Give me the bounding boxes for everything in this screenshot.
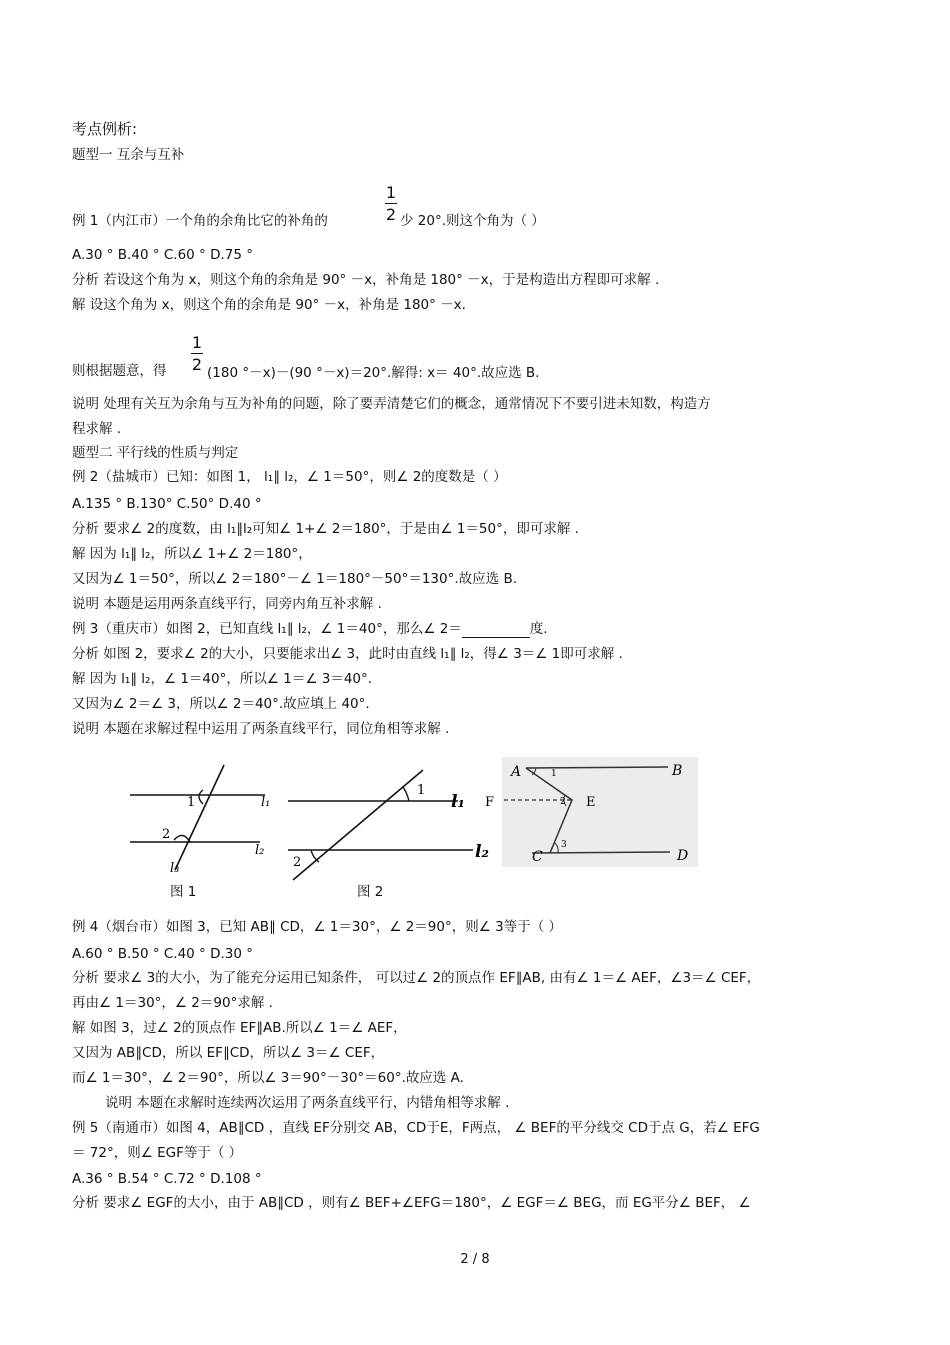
- fig3-angle1: 1: [551, 769, 557, 779]
- ex2-solution: 解 因为 l₁∥ l₂，所以∠ 1+∠ 2＝180°，: [72, 546, 312, 562]
- ex1-eq-rest: (180 °－x)－(90 °－x)＝20°.解得: x＝ 40°.故应选 B.: [207, 365, 540, 381]
- ex3-step: 又因为∠ 2＝∠ 3，所以∠ 2＝40°.故应填上 40°.: [72, 696, 370, 712]
- ex2-step: 又因为∠ 1＝50°，所以∠ 2＝180°－∠ 1＝180°－50°＝130°.故应选 B.: [72, 571, 517, 587]
- ex4-note: 说明 本题在求解时连续两次运用了两条直线平行，内错角相等求解 .: [105, 1095, 510, 1111]
- type1-heading: 题型一 互余与互补: [72, 147, 185, 163]
- fig3-angle2: 2: [560, 797, 566, 807]
- ex1-frac-num: 1: [385, 183, 397, 202]
- ex5-stem2: ＝ 72°，则∠ EGF等于（ ）: [72, 1145, 243, 1161]
- ex4-analysis1: 分析 要求∠ 3的大小，为了能充分运用已知条件， 可以过∠ 2的顶点作 EF∥AB, 由有∠ 1＝∠ AEF，∠3＝∠ CEF，: [72, 970, 761, 986]
- ex3-stem-b: 度.: [529, 621, 548, 637]
- ex2-note: 说明 本题是运用两条直线平行，同旁内角互补求解 .: [72, 596, 382, 612]
- fig3-point-b: B: [672, 763, 683, 779]
- ex1-frac-bar: [385, 203, 397, 204]
- fig2-angle1: 1: [417, 783, 426, 798]
- fig2-l2: l₂: [475, 842, 489, 862]
- ex4-step2: 而∠ 1＝30°，∠ 2＝90°，所以∠ 3＝90°－30°＝60°.故应选 A.: [72, 1070, 464, 1086]
- ex1-solution: 解 设这个角为 x，则这个角的余角是 90° －x，补角是 180° －x.: [72, 297, 466, 313]
- fig2-l1: l₁: [451, 792, 465, 812]
- ex3-solution: 解 因为 l₁∥ l₂，∠ 1＝40°，所以∠ 1＝∠ 3＝40°.: [72, 671, 373, 687]
- fig1-l3: l₃: [170, 861, 180, 876]
- ex5-analysis: 分析 要求∠ EGF的大小，由于 AB∥CD ，则有∠ BEF+∠EFG＝180°，∠ EGF＝∠ BEG，而 EG平分∠ BEF， ∠: [72, 1195, 751, 1211]
- ex1-eq-prefix: 则根据题意，得: [72, 363, 167, 379]
- ex1-note2: 程求解 .: [72, 421, 122, 437]
- ex1-stem-a: 例 1（内江市）一个角的余角比它的补角的: [72, 213, 328, 229]
- answer-blank[interactable]: [462, 623, 530, 638]
- ex4-step1: 又因为 AB∥CD，所以 EF∥CD，所以∠ 3＝∠ CEF，: [72, 1045, 385, 1061]
- fig2-caption: 图 2: [357, 884, 384, 900]
- figure-3: [480, 755, 700, 870]
- ex4-solution: 解 如图 3，过∠ 2的顶点作 EF∥AB.所以∠ 1＝∠ AEF，: [72, 1020, 407, 1036]
- ex3-note: 说明 本题在求解过程中运用了两条直线平行，同位角相等求解 .: [72, 721, 450, 737]
- ex3-stem: [72, 620, 548, 638]
- ex2-options: A.135 ° B.130° C.50° D.40 °: [72, 496, 262, 512]
- ex4-options: A.60 ° B.50 ° C.40 ° D.30 °: [72, 946, 253, 962]
- fig3-point-d: D: [677, 848, 689, 864]
- ex1-stem-b: 少 20°.则这个角为（ ）: [400, 213, 545, 229]
- fig3-point-f: F: [485, 795, 495, 810]
- ex1-note1: 说明 处理有关互为余角与互为补角的问题，除了要弄清楚它们的概念，通常情况下不要引进未知数，构造方: [72, 396, 711, 412]
- ex1-eq-frac-bar: [191, 353, 203, 354]
- fig3-angle3: 3: [561, 840, 567, 850]
- ex4-analysis2: 再由∠ 1＝30°，∠ 2＝90°求解 .: [72, 995, 273, 1011]
- type2-heading: 题型二 平行线的性质与判定: [72, 445, 239, 461]
- fig1-angle1: 1: [187, 795, 196, 810]
- ex5-options: A.36 ° B.54 ° C.72 ° D.108 °: [72, 1171, 262, 1187]
- ex1-eq-frac-num: 1: [191, 333, 203, 352]
- fig3-point-e: E: [586, 795, 596, 810]
- fig1-l1: l₁: [261, 795, 271, 810]
- fig3-point-a: A: [511, 764, 522, 780]
- fig1-l2: l₂: [255, 843, 265, 858]
- ex5-stem1: 例 5（南通市）如图 4，AB∥CD ，直线 EF分别交 AB，CD于E，F两点， ∠ BEF的平分线交 CD于点 G，若∠ EFG: [72, 1120, 760, 1136]
- ex1-options: A.30 ° B.40 ° C.60 ° D.75 °: [72, 247, 253, 263]
- fig2-angle2: 2: [293, 855, 302, 870]
- ex1-analysis: 分析 若设这个角为 x，则这个角的余角是 90° －x，补角是 180° －x，于是构造出方程即可求解 .: [72, 272, 660, 288]
- figure-1: [125, 760, 275, 880]
- section-title: 考点例析:: [72, 120, 138, 138]
- ex1-eq-frac-den: 2: [191, 355, 203, 374]
- fig1-angle2: 2: [162, 827, 171, 842]
- ex2-analysis: 分析 要求∠ 2的度数，由 l₁∥l₂可知∠ 1+∠ 2＝180°，于是由∠ 1＝50°，即可求解 .: [72, 521, 579, 537]
- fig3-point-c: C: [532, 849, 543, 865]
- fig1-caption: 图 1: [170, 884, 197, 900]
- ex3-analysis: 分析 如图 2，要求∠ 2的大小，只要能求出∠ 3，此时由直线 l₁∥ l₂，得∠ 3＝∠ 1即可求解 .: [72, 646, 623, 662]
- ex1-frac-den: 2: [385, 205, 397, 224]
- figure-2: [283, 765, 493, 885]
- ex4-stem: 例 4（烟台市）如图 3，已知 AB∥ CD，∠ 1＝30°，∠ 2＝90°，则∠ 3等于（ ）: [72, 919, 563, 935]
- ex3-stem-a: 例 3（重庆市）如图 2，已知直线 l₁∥ l₂，∠ 1＝40°，那么∠ 2＝: [72, 621, 462, 637]
- ex2-stem: 例 2（盐城市）已知：如图 1， l₁∥ l₂，∠ 1＝50°，则∠ 2的度数是（ ）: [72, 469, 507, 485]
- page-number: 2 / 8: [460, 1252, 490, 1267]
